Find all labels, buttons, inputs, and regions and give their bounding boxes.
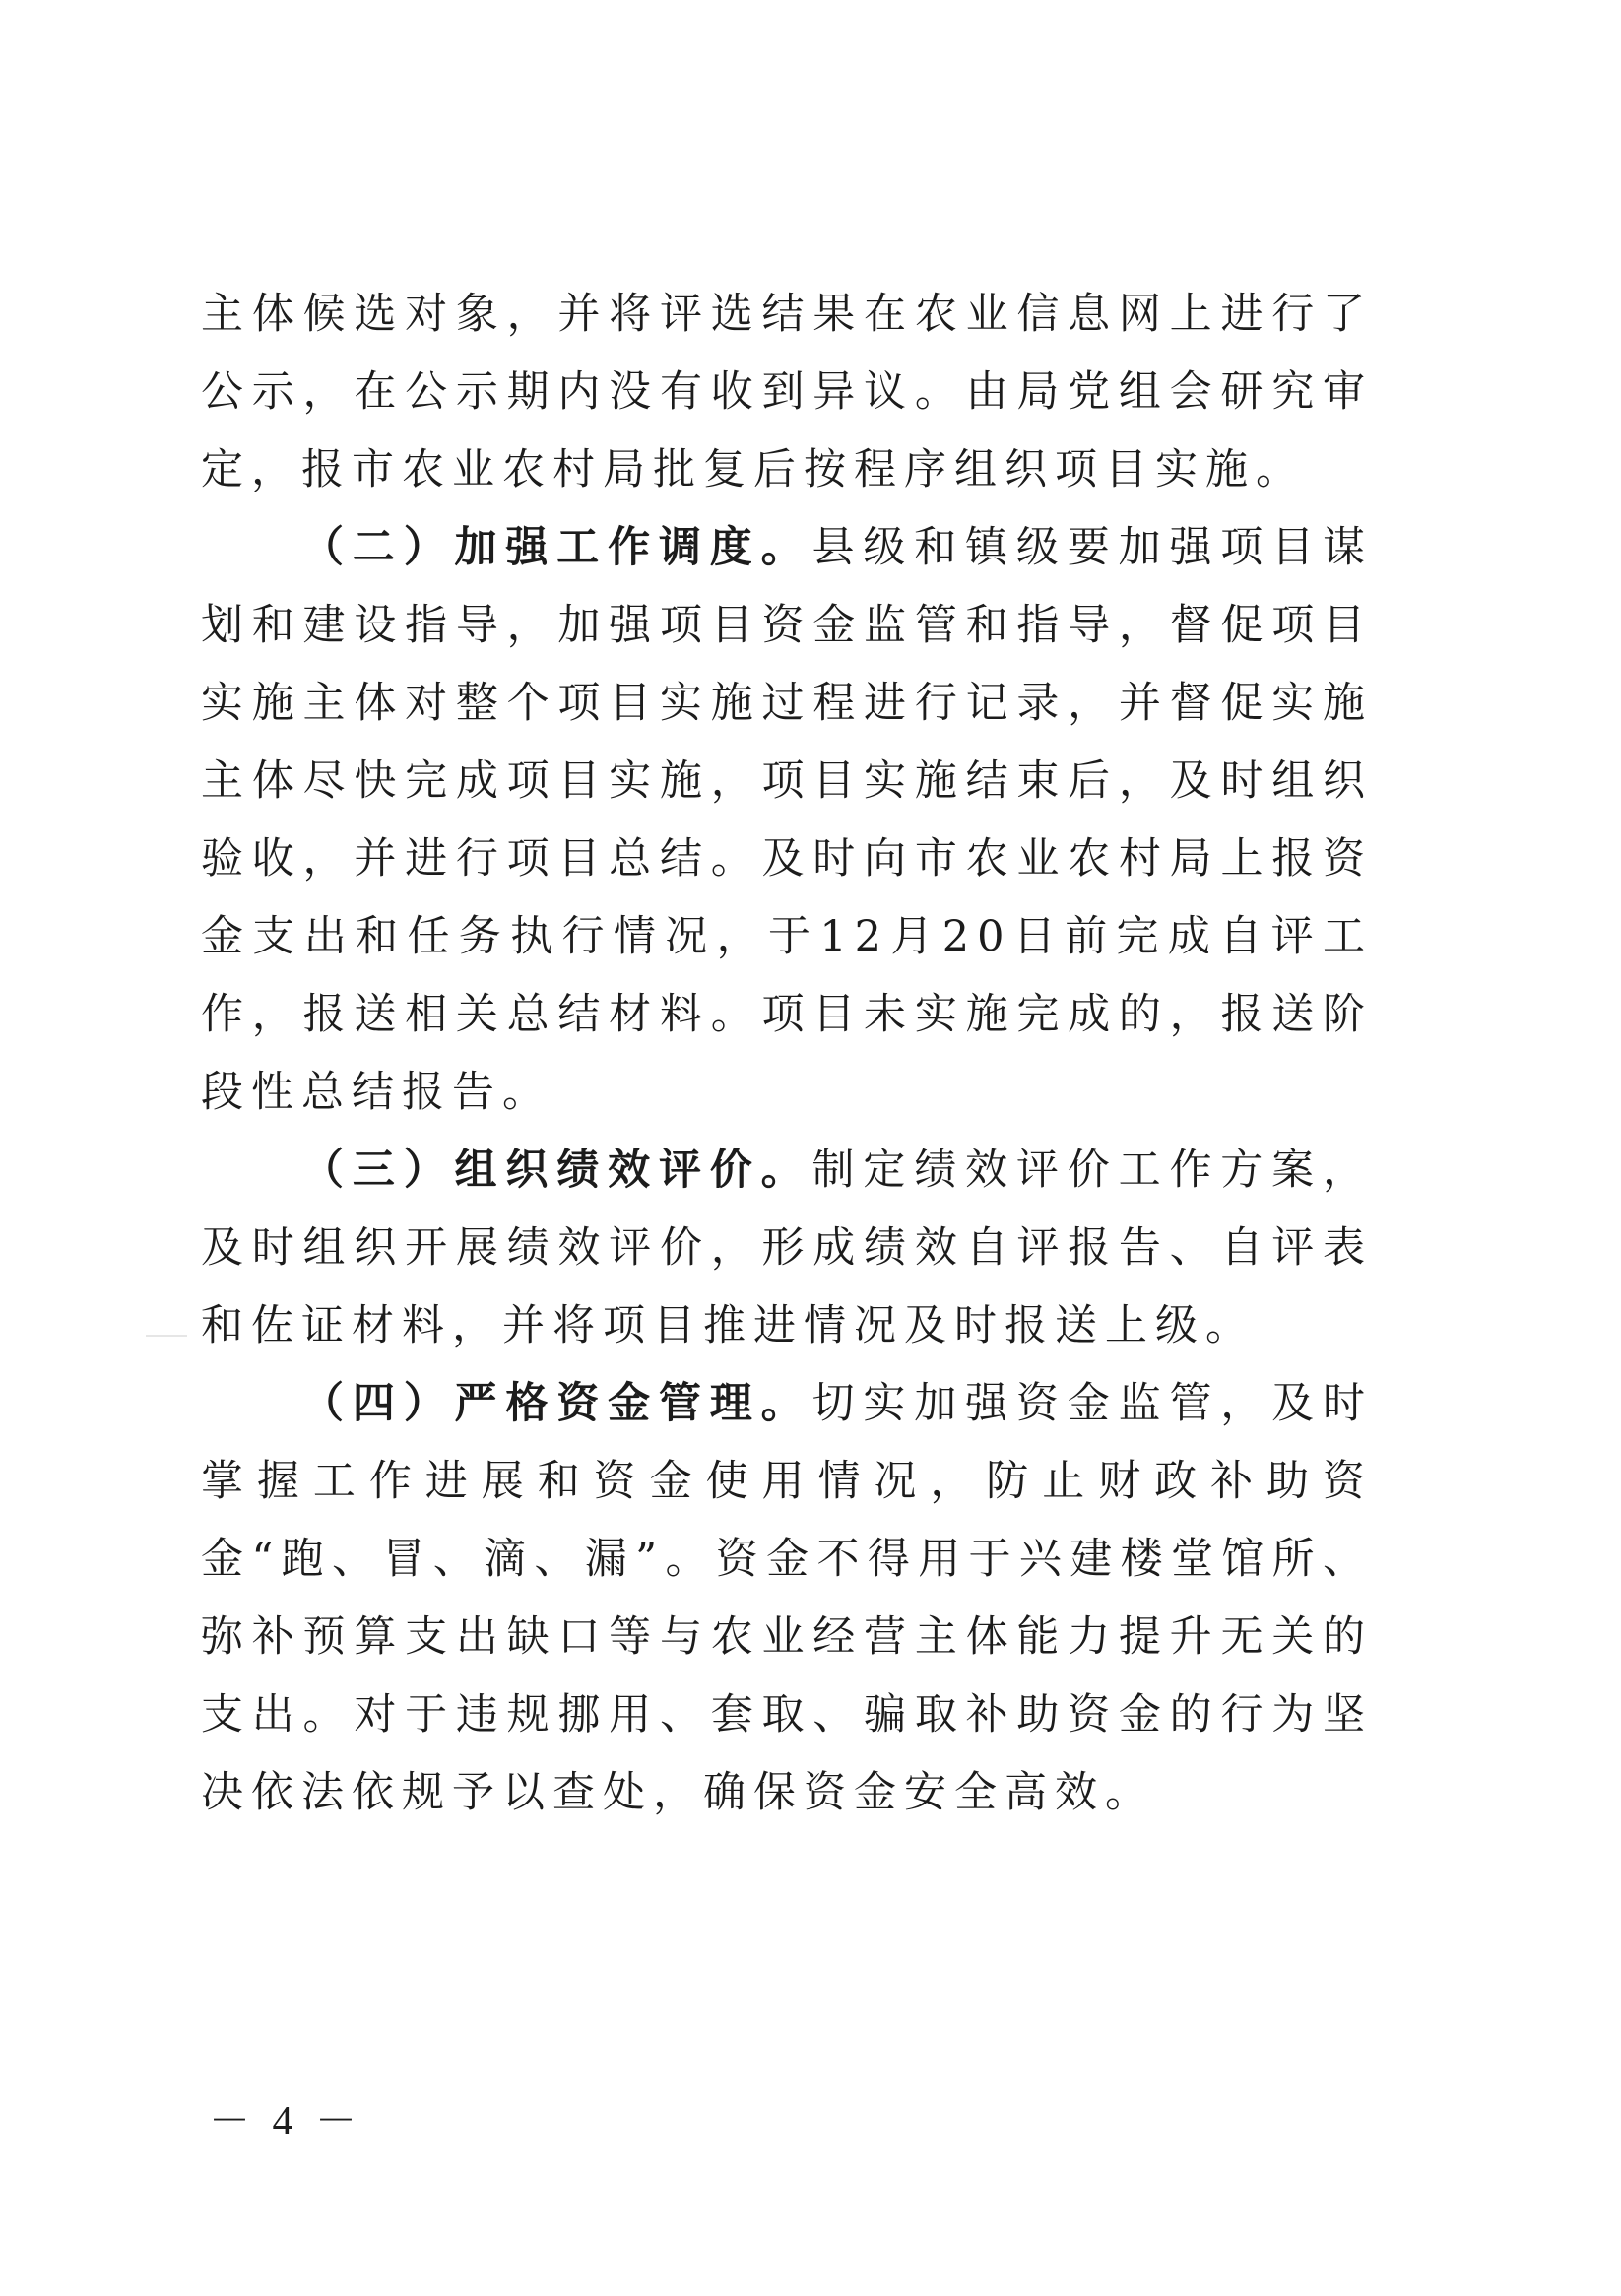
page-number: － 4 － [209,2099,363,2144]
paragraph-work-scheduling [201,509,1373,1132]
scan-artifact-line [146,1335,187,1337]
section-heading: （四）严格资金管理。 [301,1379,812,1428]
paragraph-continuation [201,276,1373,509]
paragraph-text: 制定绩效评价工作方案，及时组织开展绩效评价，形成绩效自评报告、自评表和佐证材料，并将项目推进情况及时报送上级。 [201,1146,1373,1350]
paragraph-text: 县级和镇级要加强项目谋划和建设指导，加强项目资金监管和指导，督促项目实施主体对整个项目实施过程进行记录，并督促实施主体尽快完成项目实施，项目实施结束后，及时组织验收，并进行项目总结。及时向市农业农村局上报资金支出和任务执行情况，于12月20日前完成自评工作，报送相关总结材料。项目未实施完成的，报送阶段性总结报告。 [201,523,1373,1117]
paragraph-fund-management [201,1365,1373,1832]
document-body [201,276,1373,1832]
paragraph-performance-evaluation [201,1132,1373,1365]
section-heading: （三）组织绩效评价。 [301,1146,812,1195]
section-heading: （二）加强工作调度。 [301,523,812,572]
paragraph-text: 主体候选对象，并将评选结果在农业信息网上进行了公示，在公示期内没有收到异议。由局党组会研究审定，报市农业农村局批复后按程序组织项目实施。 [201,290,1373,494]
paragraph-text: 切实加强资金监管，及时掌握工作进展和资金使用情况，防止财政补助资金“跑、冒、滴、漏”。资金不得用于兴建楼堂馆所、弥补预算支出缺口等与农业经营主体能力提升无关的支出。对于违规挪用、套取、骗取补助资金的行为坚决依法依规予以查处，确保资金安全高效。 [201,1379,1373,1817]
